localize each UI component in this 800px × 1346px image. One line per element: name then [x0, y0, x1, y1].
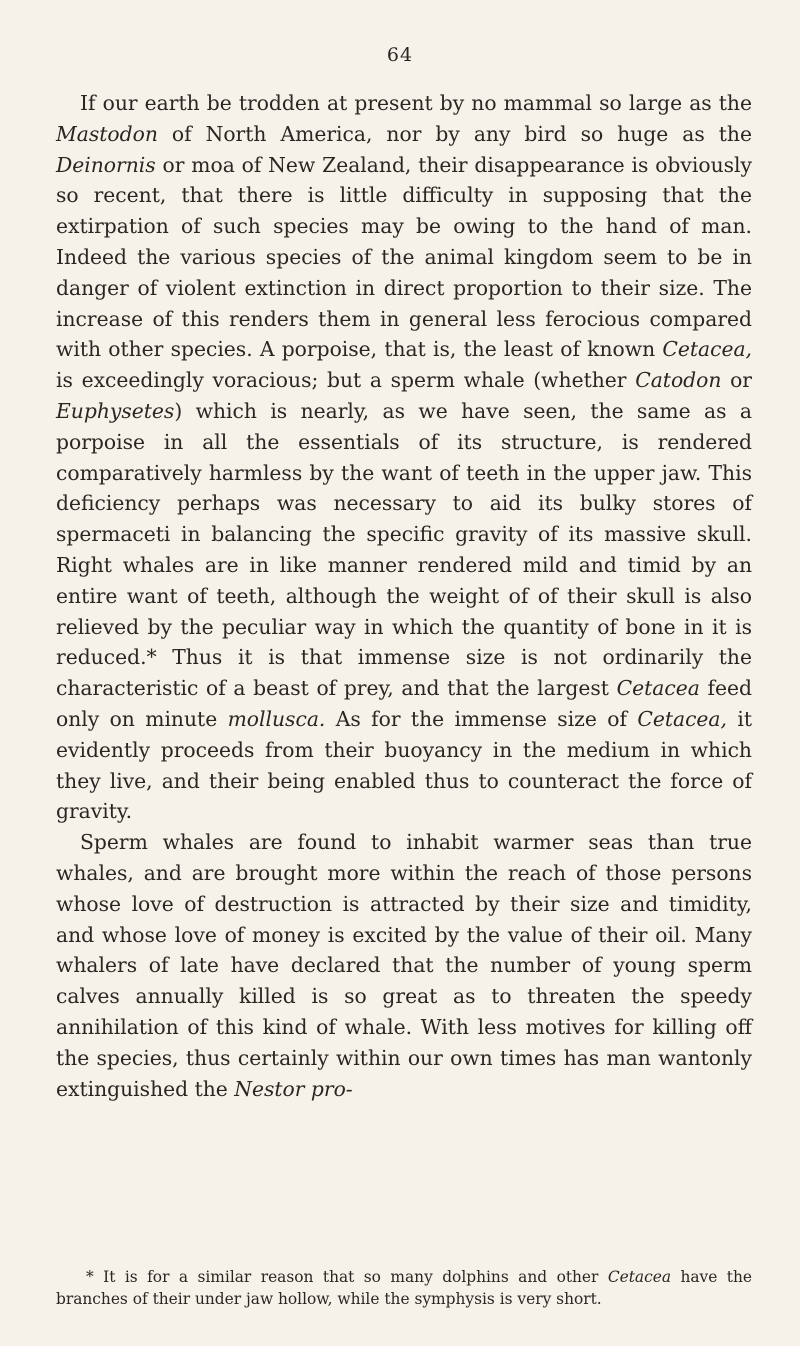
- text-run: feed only on minute: [56, 676, 752, 731]
- footnote: [56, 1266, 752, 1310]
- text-run: If our earth be trodden at present by no mammal so large as the: [80, 91, 752, 115]
- page-number: 64: [386, 44, 414, 66]
- text-run: or: [721, 368, 752, 393]
- text-run: * It is for a similar reason that so many dolphins and other: [86, 1268, 608, 1286]
- italic-term: Cetacea,: [637, 706, 727, 731]
- italic-term: Cetacea: [616, 676, 700, 701]
- paragraph: [56, 827, 752, 1104]
- italic-term: mollusca.: [227, 706, 326, 731]
- text-run: ) which is nearly, as we have seen, the same as a porpoise in all the essentials of its structure, is rendered comparatively harmless by the want of teeth in the upper jaw. This deficiency perhaps was necessary to aid its bulky stores of spermaceti in balancing the specific gravity of its massive skull. Right whales are in like manner rendered mild and timid by an entire want of teeth, although the weight of of their skull is also relieved by the peculiar way in which the quantity of bone in it is reduced.* Thus it is that immense size is not ordinarily the characteristic of a beast of prey, and that the largest: [56, 398, 752, 701]
- text-run: As for the immense size of: [325, 706, 638, 731]
- text-run: of North America, nor by any bird so huge as the: [157, 121, 752, 146]
- italic-term: Nestor pro-: [234, 1076, 353, 1101]
- italic-term: Catodon: [635, 368, 722, 393]
- text-run: have the branches of their under jaw hollow, while the symphysis is very short.: [56, 1268, 752, 1308]
- italic-term: Deinornis: [56, 152, 156, 177]
- text-run: it evidently proceeds from their buoyancy in the medium in which they live, and their being enabled thus to counteract the force of gravity.: [56, 706, 752, 824]
- paragraph: [56, 88, 752, 827]
- text-run: Sperm whales are found to inhabit warmer seas than true whales, and are brought more within the reach of those persons whose love of destruction is attracted by their size and timidity, and whose love of money is excited by the value of their oil. Many whalers of late have declared that the number of young sperm calves annually killed is so great as to threaten the speedy annihilation of this kind of whale. With less motives for killing off the species, thus certainly within our own times has man wantonly extinguished the: [56, 830, 752, 1101]
- italic-term: Mastodon: [56, 121, 158, 146]
- text-run: or moa of New Zealand, their disappearance is obviously so recent, that there is little difficulty in supposing that the extirpation of such species may be owing to the hand of man. Indeed the various species of the animal kingdom seem to be in danger of violent extinction in direct proportion to their size. The increase of this renders them in general less ferocious compared with other species. A porpoise, that is, the least of known: [56, 152, 752, 362]
- italic-term: Cetacea,: [662, 337, 752, 362]
- italic-term: Cetacea: [607, 1268, 671, 1286]
- body-text: [56, 88, 752, 1104]
- italic-term: Euphysetes: [56, 398, 175, 423]
- footnote-text: [56, 1266, 752, 1310]
- text-run: is exceedingly voracious; but a sperm whale (whether: [56, 368, 636, 393]
